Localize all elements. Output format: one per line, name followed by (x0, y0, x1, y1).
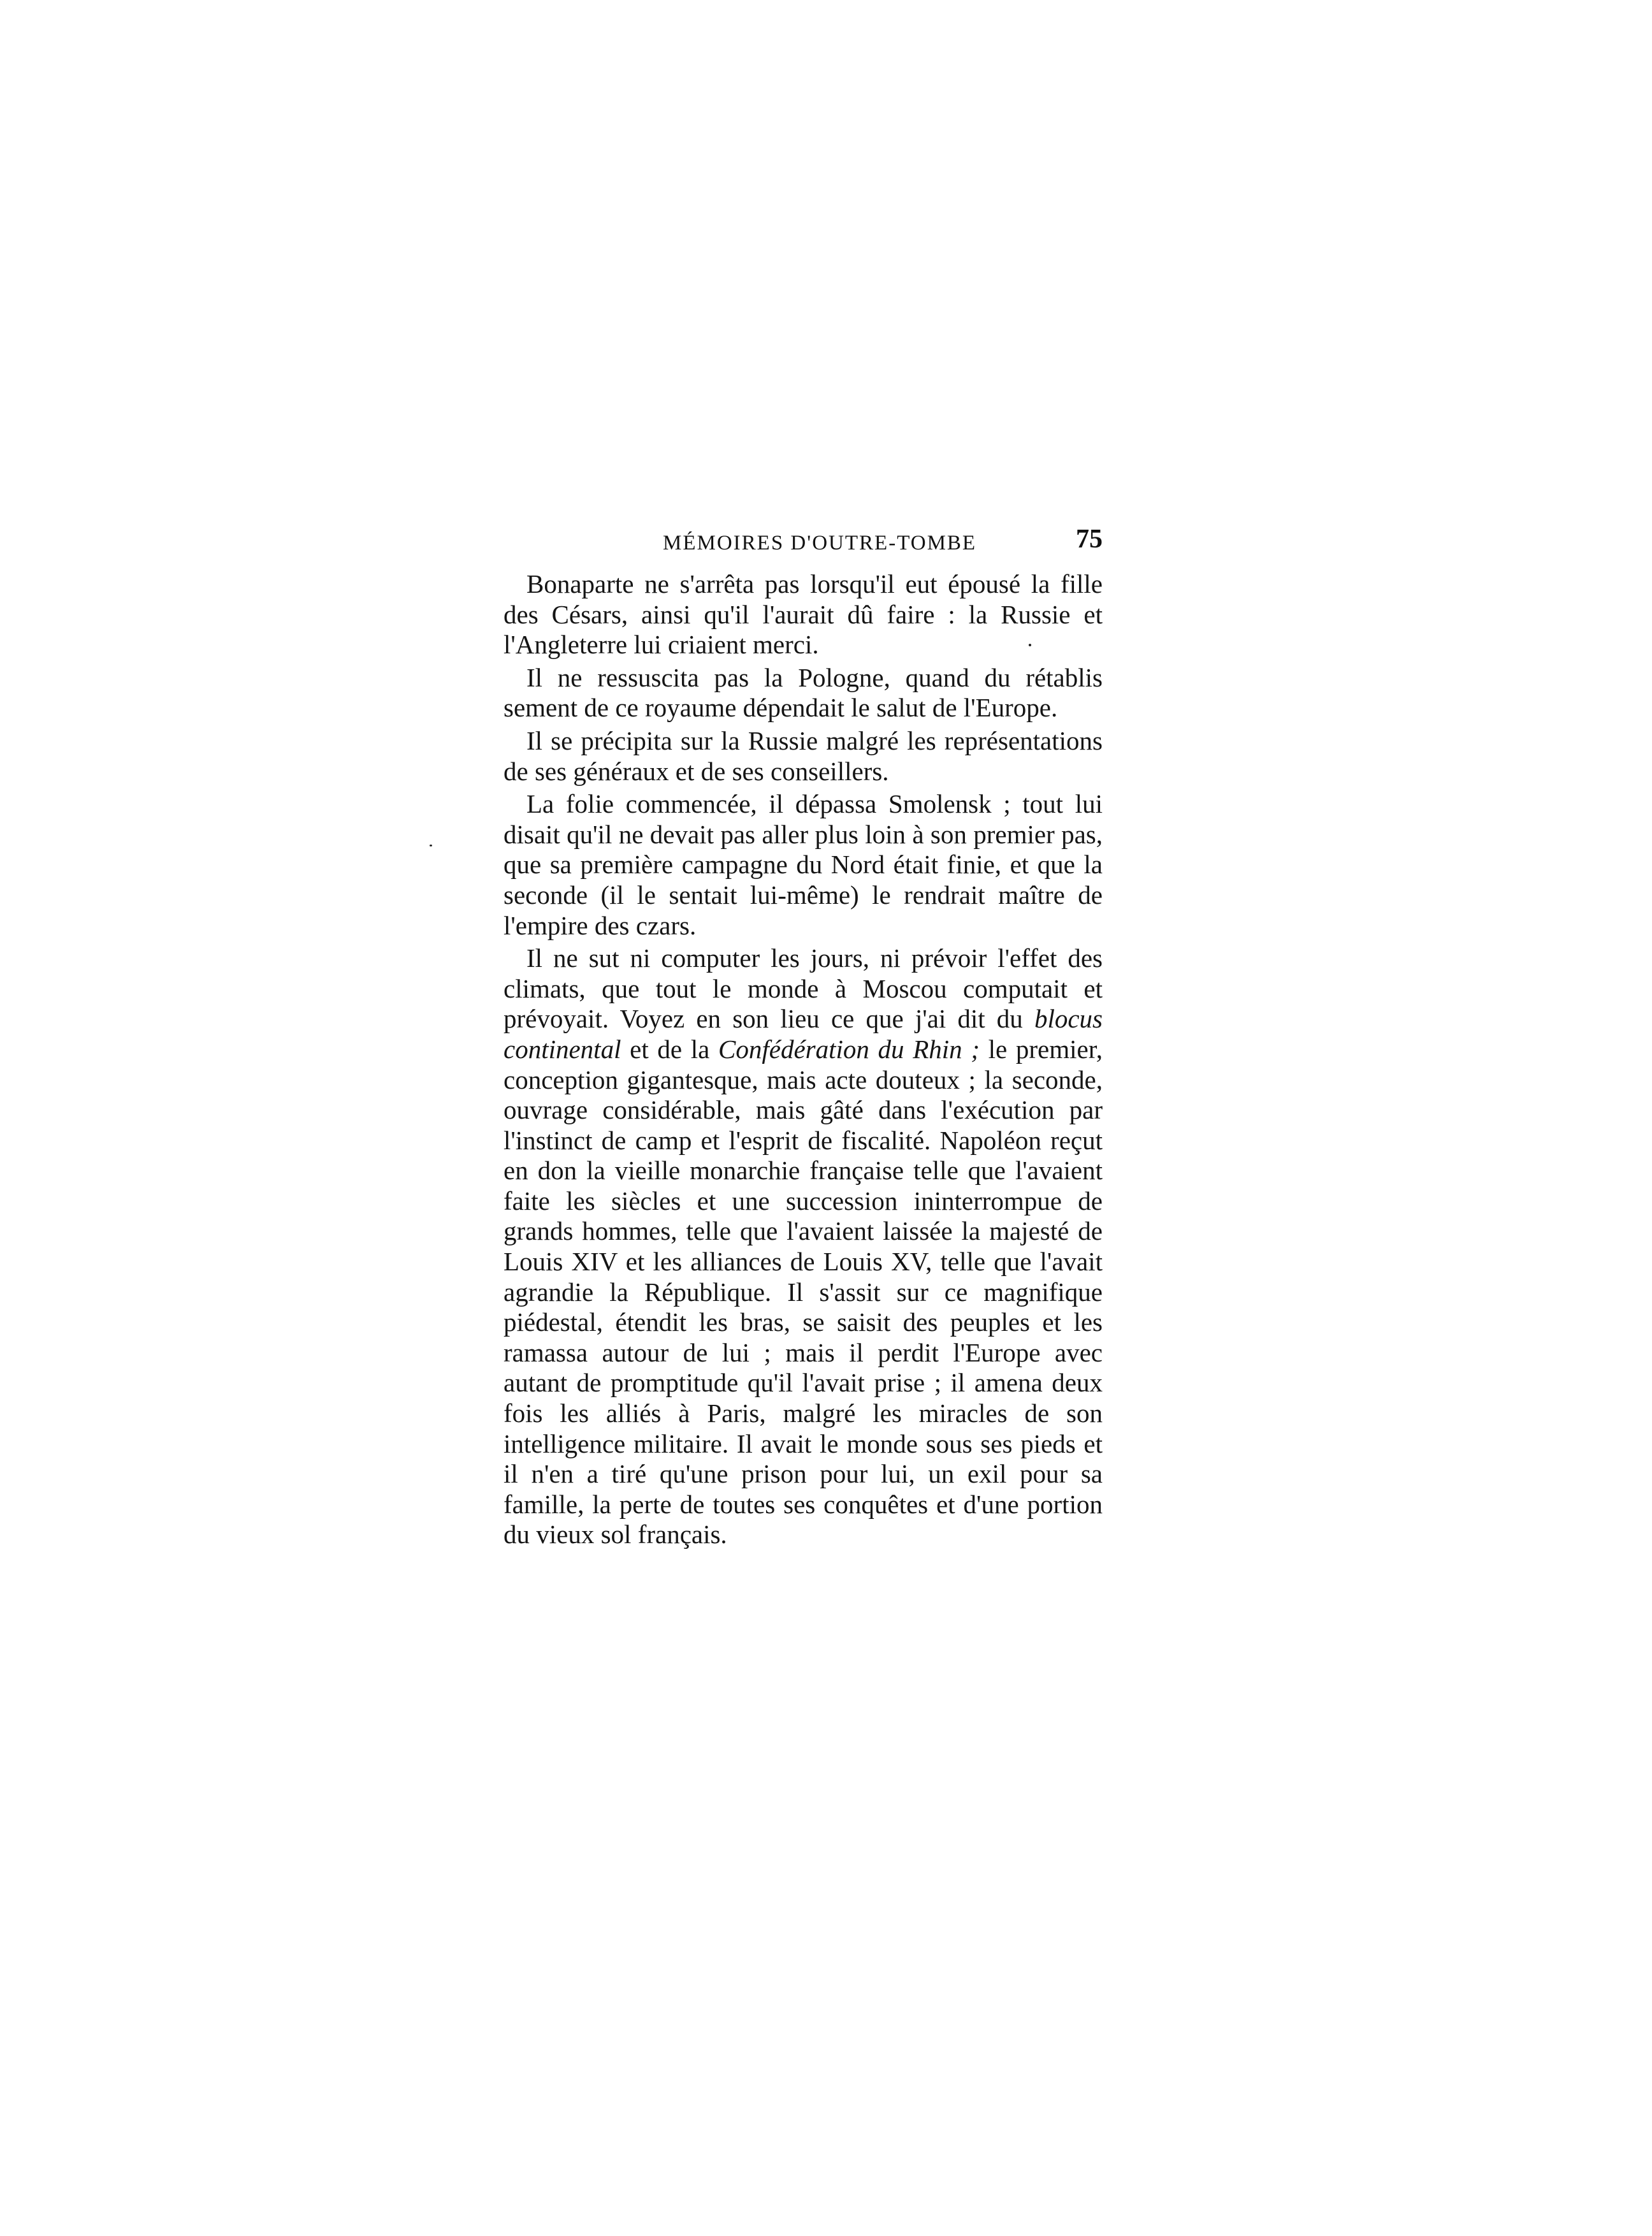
page-header (504, 524, 1103, 562)
paragraph-5-part-2: et de la (621, 1034, 719, 1064)
paragraph-5-part-1: Il ne sut ni computer les jours, ni prévoir l'effet des climats, que tout le monde à Moscou computait et prévoyait. Voyez en son lieu ce que j'ai dit du (504, 943, 1103, 1034)
paragraph-5-part-3: le premier, conception gigantesque, mais acte douteux ; la seconde, ouvrage considérable, mais gâté dans l'exécution par l'instinct de camp et l'esprit de fiscalité. Napoléon reçut en don la vieille monarchie française telle que l'avaient faite les siècles et une succession ininterrompue de grands hommes, telle que l'avaient laissée la majesté de Louis XIV et les alliances de Louis XV, telle que l'avait agrandie la République. Il s'assit sur ce magnifique piédestal, étendit les bras, se saisit des peuples et les ramassa autour de lui ; mais il perdit l'Europe avec autant de promptitude qu'il l'avait prise ; il amena deux fois les alliés à Paris, malgré les miracles de son intelligence militaire. Il avait le monde sous ses pieds et il n'en a tiré qu'une prison pour lui, un exil pour sa famille, la perte de toutes ses conquêtes et d'une portion du vieux sol français. (504, 1034, 1103, 1550)
paragraph-5-italic-1: blocus continental (504, 1004, 1103, 1064)
paragraph-4: La folie commencée, il dépassa Smolensk ; tout lui disait qu'il ne devait pas aller plus loin à son premier pas, que sa première campagne du Nord était finie, et que la seconde (il le sentait lui-même) le rendrait maître de l'empire des czars. (504, 789, 1103, 940)
scan-speck (1029, 644, 1031, 646)
running-title: MÉMOIRES D'OUTRE-TOMBE (663, 532, 977, 555)
page-number: 75 (1076, 525, 1103, 554)
paragraph-2: Il ne ressuscita pas la Pologne, quand du rétablis sement de ce royaume dépendait le salut de l'Europe. (504, 662, 1103, 723)
scan-speck (430, 845, 432, 846)
paragraph-3: Il se précipita sur la Russie malgré les représentations de ses généraux et de ses conseillers. (504, 725, 1103, 786)
paragraph-5 (504, 943, 1103, 1550)
paragraph-5-italic-2: Confédération du Rhin ; (718, 1034, 980, 1064)
paragraph-1: Bonaparte ne s'arrêta pas lorsqu'il eut épousé la fille des Césars, ainsi qu'il l'aurait dû faire : la Russie et l'Angleterre lui criaient merci. (504, 569, 1103, 660)
body-text (504, 569, 1103, 1553)
